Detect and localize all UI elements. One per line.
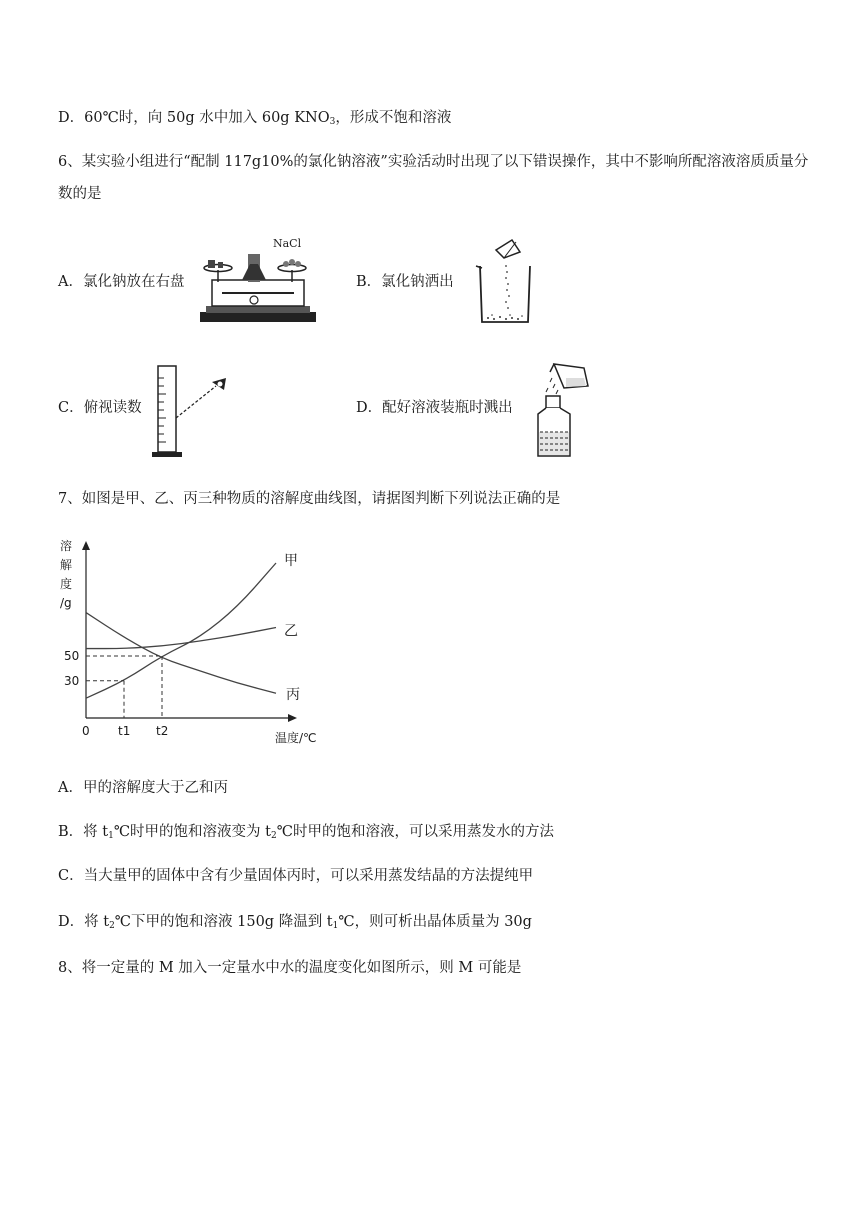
q7-option-c: C．当大量甲的固体中含有少量固体丙时，可以采用蒸发结晶的方法提纯甲 [58,868,534,884]
y-axis-label-char: 溶 [60,539,73,553]
x-tick-label: t2 [156,724,169,738]
graduated-cylinder-figure [150,362,240,462]
x-axis-arrow [288,714,297,722]
y-tick-label: 50 [64,649,80,663]
beaker-spill-figure [474,236,544,326]
q7-option-b: B．将 $t_1℃$时甲的饱和溶液变为 $t_2℃$时甲的饱和溶液，可以采用蒸发水的方法 [58,824,554,841]
q6-option-b: B．氯化钠洒出 [356,274,454,290]
series-label-3: 丙 [286,687,300,704]
q6-option-a: A．氯化钠放在右盘 [58,274,185,290]
y-axis-label-char: /g [60,596,72,610]
q5-option-d: D．60℃时，向 50g 水中加入 60g $KNO_3$，形成不饱和溶液 [58,110,452,127]
q8-stem: 8、将一定量的 M 加入一定量水中水的温度变化如图所示，则 M 可能是 [58,960,522,976]
nacl-label: NaCl [273,237,302,250]
q7-option-d: D．将 $t_2℃$下甲的饱和溶液 150g 降温到 $t_1℃$，则可析出晶体质量为 30g [58,914,532,931]
q6-option-d: D．配好溶液装瓶时溅出 [356,400,513,416]
series-label-1: 甲 [284,553,298,569]
x-tick-label: 0 [82,724,90,738]
q7-stem: 7、如图是甲、乙、丙三种物质的溶解度曲线图，请据图判断下列说法正确的是 [58,491,561,507]
q7-option-a: A．甲的溶解度大于乙和丙 [58,780,228,796]
y-tick-label: 30 [64,673,80,688]
y-axis-label-char: 度 [60,577,73,591]
q6-stem: 6、某实验小组进行“配制 117g10%的氯化钠溶液”实验活动时出现了以下错误操作，其中不影响所配溶液溶质质量分数的是 [58,154,809,202]
q6-option-c: C．俯视读数 [58,400,142,416]
bottle-pour-figure [530,360,600,460]
y-axis-arrow [82,541,90,550]
y-axis-label [60,538,72,610]
x-tick-label: t1 [118,724,131,738]
series-label-2: 乙 [284,623,298,640]
solubility-chart [40,530,317,750]
x-axis-label: 温度/℃ [275,731,317,745]
y-axis-label-char: 解 [60,558,73,572]
balance-scale-figure [198,236,318,326]
